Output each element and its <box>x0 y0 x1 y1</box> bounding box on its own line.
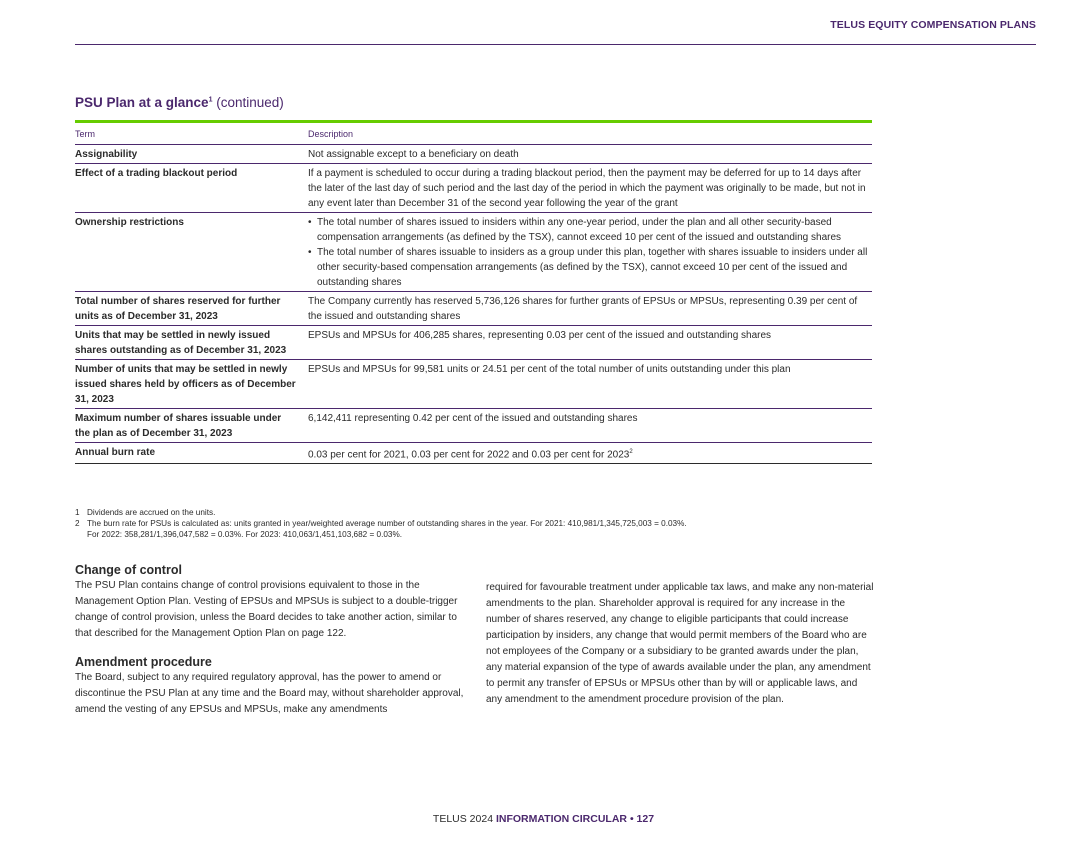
footer-prefix: TELUS 2024 <box>432 813 494 825</box>
footnote-number: 1 <box>75 508 80 517</box>
section-title <box>75 95 284 110</box>
row-term: Effect of a trading blackout period <box>75 164 308 213</box>
amendment-procedure-text: The Board, subject to any required regulatory approval, has the power to amend or discontinue the PSU Plan at any time and the Board may, without shareholder approval, amend the vesting of any EPSUs and MPSUs, make any amendments <box>75 672 464 715</box>
footnote <box>75 507 875 518</box>
ownership-restrictions-list <box>308 215 872 290</box>
header-term: Term <box>75 122 308 145</box>
page-number: 127 <box>636 813 655 825</box>
list-item: • The total number of shares issuable to insiders as a group under this plan, together with shares issuable to insiders under all other security-based compensation arrangements (as defined by the TSX), cannot exceed 10 per cent of the issued and outstanding shares <box>308 245 872 290</box>
row-description: The Company currently has reserved 5,736,126 shares for further grants of EPSUs or MPSUs, representing 0.39 per cent of the issued and outstanding shares <box>308 292 872 326</box>
table-row <box>75 326 872 360</box>
right-column <box>486 580 876 708</box>
footer-separator: • <box>629 813 634 825</box>
footnote-text-block <box>87 518 687 540</box>
table-row <box>75 443 872 464</box>
table-header-row <box>75 122 872 145</box>
footnote <box>75 518 875 540</box>
row-description <box>308 213 872 292</box>
table-row <box>75 164 872 213</box>
row-term: Assignability <box>75 145 308 164</box>
amendment-procedure-heading: Amendment procedure <box>75 655 212 669</box>
table-row <box>75 360 872 409</box>
row-description <box>308 443 872 464</box>
header-title: TELUS EQUITY COMPENSATION PLANS <box>830 19 1036 31</box>
left-column <box>75 563 465 718</box>
row-term: Maximum number of shares issuable under the plan as of December 31, 2023 <box>75 409 308 443</box>
footnote-number: 2 <box>75 519 80 528</box>
header-description: Description <box>308 122 872 145</box>
header-divider <box>75 44 1036 45</box>
footnote-text-continued: For 2022: 358,281/1,396,047,582 = 0.03%. For 2023: 410,063/1,451,103,682 = 0.03%. <box>87 530 403 539</box>
footnote-text: The burn rate for PSUs is calculated as: units granted in year/weighted average number of outstanding shares in the year. For 2021: 410,981/1,345,725,003 = 0.03%. <box>87 519 687 528</box>
change-of-control-heading: Change of control <box>75 563 182 577</box>
row-term: Total number of shares reserved for further units as of December 31, 2023 <box>75 292 308 326</box>
list-item: • The total number of shares issued to insiders within any one-year period, under the plan and all other security-based compensation arrangements (as defined by the TSX), cannot exceed 10 per cent of the issued and outstanding shares <box>308 215 872 245</box>
row-description: EPSUs and MPSUs for 406,285 shares, representing 0.03 per cent of the issued and outstanding shares <box>308 326 872 360</box>
section-title-text: PSU Plan at a glance <box>75 95 209 110</box>
row-description: EPSUs and MPSUs for 99,581 units or 24.51 per cent of the total number of units outstanding under this plan <box>308 360 872 409</box>
footnote-text: Dividends are accrued on the units. <box>87 508 216 517</box>
section-title-footnote-ref: 1 <box>208 96 213 104</box>
burn-rate-text: 0.03 per cent for 2021, 0.03 per cent for 2022 and 0.03 per cent for 2023 <box>308 449 630 461</box>
row-term: Units that may be settled in newly issued shares outstanding as of December 31, 2023 <box>75 326 308 360</box>
row-description: If a payment is scheduled to occur during a trading blackout period, then the payment may be deferred for up to 14 days after the later of the last day of such period and the last day of the period in which the payment was originally to be made, but not in any event later than December 31 of the second year following the year of the grant <box>308 164 872 213</box>
row-term: Annual burn rate <box>75 443 308 464</box>
change-of-control-text: The PSU Plan contains change of control provisions equivalent to those in the Management Option Plan. Vesting of EPSUs and MPSUs is subject to a double-trigger change of control provision, unless the Board decides to take another action, similar to that described for the Management Option Plan on page 122. <box>75 580 458 639</box>
footnotes <box>75 507 875 540</box>
page-footer <box>0 813 1087 825</box>
footer-label: INFORMATION CIRCULAR <box>495 813 628 825</box>
psu-plan-table <box>75 120 872 464</box>
amendment-procedure-text-continued: required for favourable treatment under applicable tax laws, and make any non-material amendments to the plan. Shareholder approval is required for any increase in the number of shares reserved, any change to eligible participants that could increase participation by insiders, any change that would permit members of the Board who are not employees of the Company or a subsidiary to be granted awards under the plan, any material expansion of the type of awards available under the plan, any amendment to permit any transfer of EPSUs or MPSUs other than by will or applicable laws, and any amendment to the amendment procedure provision of the plan. <box>486 582 874 705</box>
row-term: Number of units that may be settled in newly issued shares held by officers as of December 31, 2023 <box>75 360 308 409</box>
footnote-ref: 2 <box>629 449 633 455</box>
section-title-continued: (continued) <box>216 95 284 110</box>
row-term: Ownership restrictions <box>75 213 308 292</box>
table-row <box>75 292 872 326</box>
table-row <box>75 145 872 164</box>
table-row <box>75 213 872 292</box>
row-description: 6,142,411 representing 0.42 per cent of the issued and outstanding shares <box>308 409 872 443</box>
table-row <box>75 409 872 443</box>
row-description: Not assignable except to a beneficiary on death <box>308 145 872 164</box>
